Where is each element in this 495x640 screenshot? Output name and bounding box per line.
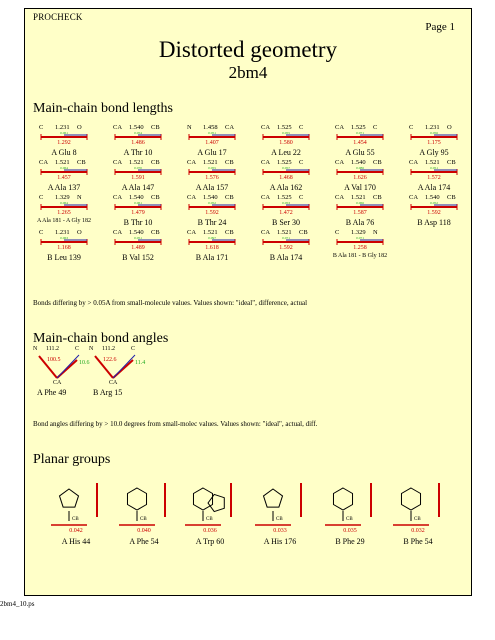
bond-difference: 0.097 — [208, 236, 216, 240]
planar-group — [383, 481, 453, 561]
bond-atom-2: CB — [225, 159, 234, 166]
bond-actual: 1.572 — [427, 175, 441, 181]
bond-ideal: 1.521 — [55, 159, 70, 166]
ring-atom-label: CB — [72, 517, 79, 522]
bond-actual: 1.486 — [131, 140, 145, 146]
bond-residue: B Ala 171 — [195, 253, 229, 262]
bond-actual: 1.489 — [131, 245, 145, 251]
bond-atom-1: CA — [335, 159, 345, 166]
bond-lengths-note: Bonds differing by > 0.05A from small-molecule values. Values shown: "ideal", difference, actual — [33, 299, 308, 307]
bond-atom-2: N — [373, 229, 378, 236]
planar-groups-heading: Planar groups — [33, 452, 111, 467]
angle-actual: 100.5 — [47, 357, 61, 363]
bond-actual: 1.292 — [57, 140, 71, 146]
bond-atom-2: N — [77, 194, 82, 201]
bond-cell — [101, 229, 175, 277]
bond-difference: 0.071 — [356, 131, 364, 135]
bond-atom-1: C — [39, 124, 44, 131]
bond-atom-2: CB — [151, 124, 160, 131]
angle-difference: 11.4 — [135, 360, 146, 366]
bond-ideal: 1.540 — [129, 229, 144, 236]
bond-atom-1: CA — [261, 229, 271, 236]
bond-difference: 0.071 — [282, 236, 290, 240]
bond-residue: B Leu 139 — [47, 253, 81, 262]
bond-difference: 0.051 — [134, 236, 142, 240]
bond-actual: 1.591 — [131, 175, 145, 181]
angle-atom-left: N — [89, 346, 94, 352]
planar-residue: A His 176 — [263, 537, 297, 546]
ring-outline — [263, 489, 282, 507]
angle-atom-right: C — [75, 346, 80, 352]
bond-residue: A Ala 137 — [47, 183, 81, 192]
angle-difference: 10.6 — [79, 360, 90, 366]
bond-residue: B Thr 10 — [123, 218, 153, 227]
bond-angles-heading: Main-chain bond angles — [33, 331, 169, 346]
bond-difference: 0.053 — [282, 201, 290, 205]
ring-outline-fused — [208, 494, 224, 511]
bond-atom-1: CA — [187, 229, 197, 236]
bond-atom-1: CA — [187, 194, 197, 201]
bond-atom-2: O — [447, 124, 452, 131]
bond-actual: 1.454 — [353, 140, 367, 146]
bond-difference: 0.086 — [356, 166, 364, 170]
bond-atom-1: C — [409, 124, 414, 131]
bond-atom-2: CB — [151, 229, 160, 236]
bond-actual: 1.626 — [353, 175, 367, 181]
bond-difference: 0.055 — [208, 166, 216, 170]
angle-atom-right: C — [131, 346, 136, 352]
angle-ideal: 111.2 — [102, 346, 116, 352]
bond-difference: 0.070 — [134, 166, 142, 170]
planar-group — [175, 481, 245, 561]
ring-outline — [333, 488, 352, 510]
bond-ideal: 1.525 — [277, 124, 292, 131]
bond-atom-1: CA — [261, 194, 271, 201]
bond-residue: B Ala 181 - B Gly 182 — [332, 253, 388, 259]
planar-residue: B Phe 54 — [403, 537, 433, 546]
bond-atom-1: CA — [261, 124, 271, 131]
ring-outline — [401, 488, 420, 510]
bond-difference: 0.057 — [282, 166, 290, 170]
bond-residue: A Val 170 — [344, 183, 376, 192]
page-number: Page 1 — [425, 21, 455, 33]
bond-atom-1: CA — [113, 229, 123, 236]
bond-difference: 0.064 — [60, 166, 68, 170]
bond-residue: B Asp 118 — [417, 218, 451, 227]
bond-ideal: 1.540 — [203, 194, 218, 201]
bond-atom-2: CB — [77, 159, 86, 166]
planar-residue: A Phe 54 — [129, 537, 159, 546]
bond-ideal: 1.521 — [129, 159, 144, 166]
bond-residue: B Thr 24 — [197, 218, 227, 227]
bond-ideal: 1.525 — [277, 194, 292, 201]
planar-residue: A His 44 — [61, 537, 91, 546]
bond-ideal: 1.231 — [425, 124, 440, 131]
bond-actual: 1.580 — [279, 140, 293, 146]
ring-atom-label: CB — [206, 517, 213, 522]
ring-atom-label: CB — [346, 517, 353, 522]
angle-ideal: 111.2 — [46, 346, 60, 352]
bond-difference: 0.054 — [134, 131, 142, 135]
bond-actual: 1.168 — [57, 245, 71, 251]
bond-ideal: 1.231 — [55, 124, 70, 131]
bond-atom-1: CA — [335, 194, 345, 201]
planar-group — [245, 481, 315, 561]
angle-atom-center: CA — [53, 380, 62, 386]
planar-group — [41, 481, 111, 561]
bond-difference: 0.051 — [430, 166, 438, 170]
bond-difference: 0.052 — [208, 201, 216, 205]
planar-residue: A Trp 60 — [195, 537, 225, 546]
bond-actual: 1.265 — [57, 210, 71, 216]
file-name: 2bm4_10.ps — [0, 600, 35, 608]
bond-cell — [249, 229, 323, 277]
bond-atom-2: CA — [225, 124, 235, 131]
bond-atom-2: CB — [447, 194, 456, 201]
bond-residue: B Val 152 — [122, 253, 154, 262]
angle-diagram — [87, 346, 157, 406]
bond-difference: 0.061 — [134, 201, 142, 205]
bond-atom-1: C — [335, 229, 340, 236]
planar-residue: B Phe 29 — [335, 537, 365, 546]
bond-residue: A Ala 162 — [269, 183, 303, 192]
bond-lengths-heading: Main-chain bond lengths — [33, 101, 173, 116]
bond-difference: 0.061 — [60, 131, 68, 135]
bond-atom-2: C — [373, 124, 378, 131]
bond-ideal: 1.540 — [425, 194, 440, 201]
bond-difference: 0.055 — [282, 131, 290, 135]
bond-atom-1: N — [187, 124, 192, 131]
bond-atom-1: CA — [113, 159, 123, 166]
bond-atom-2: CB — [151, 159, 160, 166]
bond-atom-2: O — [77, 124, 82, 131]
bond-atom-2: CB — [373, 194, 382, 201]
program-name: PROCHECK — [33, 12, 83, 22]
bond-actual: 1.479 — [131, 210, 145, 216]
bond-difference: 0.071 — [356, 236, 364, 240]
ring-outline — [193, 488, 212, 510]
bond-ideal: 1.521 — [203, 159, 218, 166]
bond-residue: A Ala 174 — [417, 183, 451, 192]
bond-ideal: 1.521 — [203, 229, 218, 236]
angle-actual: 122.6 — [103, 357, 117, 363]
bond-cell — [175, 229, 249, 277]
bond-ideal: 1.525 — [351, 124, 366, 131]
bond-atom-2: CB — [225, 229, 234, 236]
bond-ideal: 1.458 — [203, 124, 218, 131]
ring-atom-label: CB — [276, 517, 283, 522]
bond-ideal: 1.540 — [129, 194, 144, 201]
ring-atom-label: CB — [414, 517, 421, 522]
bond-difference: 0.056 — [430, 131, 438, 135]
bond-actual: 1.258 — [353, 245, 367, 251]
angle-residue: B Arg 15 — [93, 388, 123, 397]
planar-deviation: 0.035 — [343, 528, 357, 534]
angle-atom-left: N — [33, 346, 38, 352]
bond-ideal: 1.540 — [351, 159, 366, 166]
bond-ideal: 1.329 — [351, 229, 366, 236]
planar-group — [315, 481, 385, 561]
bond-atom-1: CA — [335, 124, 345, 131]
bond-atom-1: C — [39, 194, 44, 201]
bond-residue: B Ala 76 — [345, 218, 375, 227]
planar-deviation: 0.033 — [273, 528, 287, 534]
bond-actual: 1.457 — [57, 175, 71, 181]
planar-deviation: 0.032 — [411, 528, 425, 534]
bond-residue: B Ala 174 — [269, 253, 303, 262]
bond-difference: 0.063 — [60, 236, 68, 240]
bond-atom-1: CA — [409, 159, 419, 166]
bond-residue: A Glu 55 — [345, 148, 375, 157]
bond-difference: 0.064 — [60, 201, 68, 205]
ring-outline — [59, 489, 78, 507]
bond-atom-1: CA — [187, 159, 197, 166]
bond-atom-2: C — [299, 159, 304, 166]
bond-atom-1: CA — [39, 159, 49, 166]
bond-atom-1: CA — [409, 194, 419, 201]
bond-cell — [27, 229, 101, 277]
bond-ideal: 1.521 — [277, 229, 292, 236]
bond-actual: 1.468 — [279, 175, 293, 181]
ring-atom-label: CB — [140, 517, 147, 522]
bond-actual: 1.576 — [205, 175, 219, 181]
bond-residue: A Ala 157 — [195, 183, 229, 192]
bond-residue: A Ala 181 - A Gly 182 — [36, 218, 91, 224]
bond-atom-2: CB — [225, 194, 234, 201]
bond-actual: 1.472 — [279, 210, 293, 216]
bond-residue: A Gly 95 — [419, 148, 449, 157]
bond-residue: A Thr 10 — [123, 148, 153, 157]
bond-atom-2: CB — [373, 159, 382, 166]
bond-ideal: 1.329 — [55, 194, 70, 201]
bond-atom-2: CB — [447, 159, 456, 166]
bond-ideal: 1.525 — [277, 159, 292, 166]
bond-atom-2: C — [299, 124, 304, 131]
planar-deviation: 0.040 — [137, 528, 151, 534]
bond-atom-1: C — [39, 229, 44, 236]
pdb-code: 2bm4 — [228, 63, 268, 82]
planar-group — [109, 481, 179, 561]
bond-angles-note: Bond angles differing by > 10.0 degrees from small-molec values. Values shown: "ideal", actual, diff. — [33, 420, 318, 428]
page-title: Distorted geometry — [158, 37, 338, 62]
bond-ideal: 1.540 — [129, 124, 144, 131]
angle-atom-center: CA — [109, 380, 118, 386]
bond-residue: A Glu 8 — [51, 148, 77, 157]
planar-deviation: 0.036 — [203, 528, 217, 534]
bond-atom-1: CA — [261, 159, 271, 166]
bond-atom-2: O — [77, 229, 82, 236]
bond-actual: 1.587 — [353, 210, 367, 216]
bond-atom-2: C — [299, 194, 304, 201]
bond-residue: A Glu 17 — [197, 148, 227, 157]
bond-actual: 1.407 — [205, 140, 219, 146]
bond-atom-1: CA — [113, 124, 123, 131]
bond-actual: 1.175 — [427, 140, 441, 146]
bond-atom-2: CB — [299, 229, 308, 236]
bond-ideal: 1.521 — [351, 194, 366, 201]
bond-actual: 1.618 — [205, 245, 219, 251]
bond-difference: 0.066 — [356, 201, 364, 205]
bond-atom-1: CA — [113, 194, 123, 201]
report-sheet — [24, 8, 472, 596]
ring-outline — [127, 488, 146, 510]
bond-residue: A Ala 147 — [121, 183, 155, 192]
planar-deviation: 0.042 — [69, 528, 83, 534]
angle-residue: A Phe 49 — [37, 388, 67, 397]
bond-residue: A Leu 22 — [271, 148, 301, 157]
bond-ideal: 1.521 — [425, 159, 440, 166]
bond-difference: 0.051 — [208, 131, 216, 135]
bond-atom-2: CB — [151, 194, 160, 201]
bond-residue: B Ser 30 — [272, 218, 300, 227]
bond-actual: 1.592 — [205, 210, 219, 216]
bond-actual: 1.592 — [279, 245, 293, 251]
bond-cell — [323, 229, 397, 277]
bond-actual: 1.592 — [427, 210, 441, 216]
bond-ideal: 1.231 — [55, 229, 70, 236]
bond-difference: 0.052 — [430, 201, 438, 205]
bond-cell — [397, 194, 471, 242]
